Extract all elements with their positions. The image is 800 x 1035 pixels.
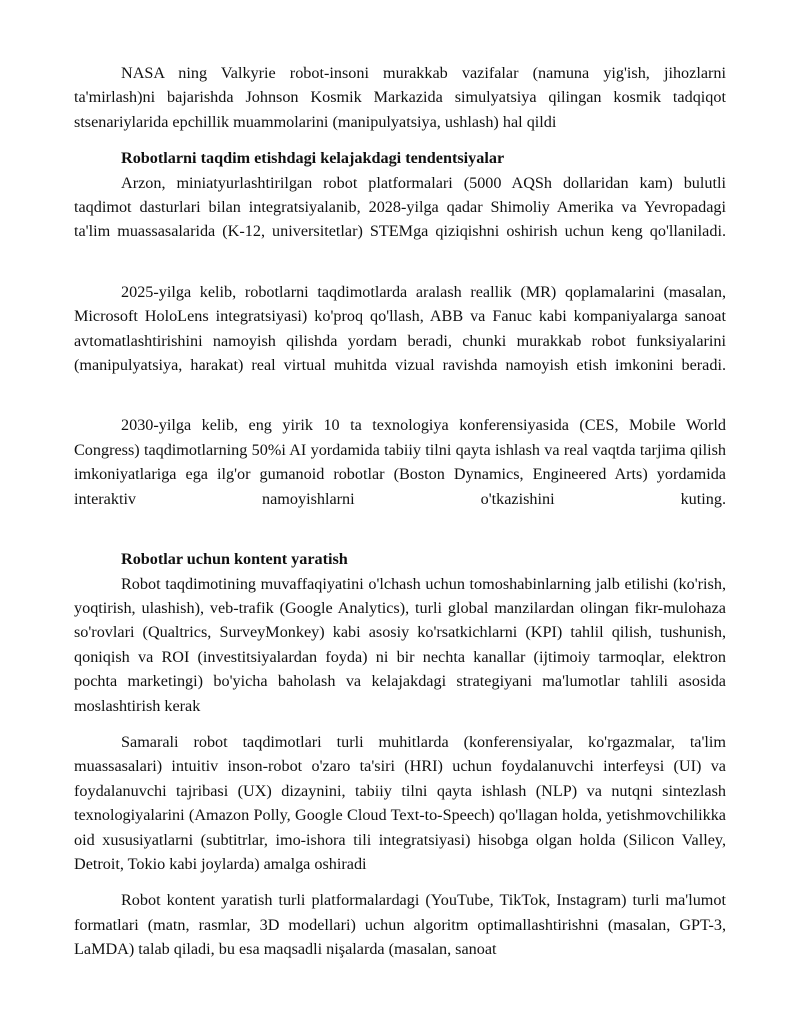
heading-future-trends: Robotlarni taqdim etishdagi kelajakdagi tendentsiyalar bbox=[121, 149, 505, 168]
paragraph-mixed-reality: 2025-yilga kelib, robotlarni taqdimotlarda aralash reallik (MR) qoplamalarini (masalan, Microsoft HoloLens integratsiyasi) ko'proq qo'llash, ABB va Fanuc kabi kompaniyalarga sanoat avtomatlashtirishini namoyish qilishda yordam beradi, chunki murakkab robot funksiyalarini (manipulyatsiya, harakat) real virtual muhitda vizual ravishda namoyish etish imkonini beradi. bbox=[74, 282, 726, 375]
paragraph-affordable-platforms: Arzon, miniatyurlashtirilgan robot platformalari (5000 AQSh dollaridan kam) bulutli taqdimot dasturlari bilan integratsiyalanib, 2028-yilga qadar Shimoliy Amerika va Yevropadagi ta'lim muassasalarida (K-12, universitetlar) STEMga qiziqishni oshirish uchun keng qo'llaniladi. bbox=[74, 173, 726, 241]
document-page bbox=[74, 61, 726, 962]
paragraph-kpi-measurement: Robot taqdimotining muvaffaqiyatini o'lchash uchun tomoshabinlarning jalb etilishi (ko'rish, yoqtirish, ulashish), veb-trafik (Google Analytics), turli global manzilardan olingan fikr-mulohaza so'rovlari (Qualtrics, SurveyMonkey) kabi asosiy ko'rsatkichlarni (KPI) tahlil qilish, tushunish, qoniqish va ROI (investitsiyalardan foyda) ni bir nechta kanallar (ijtimoiy tarmoqlar, elektron pochta marketingi) bo'yicha baholash va kelajakdagi strategiyani ma'lumotlar tahlili asosida moslashtirish kerak bbox=[74, 574, 726, 715]
paragraph-humanoid-robots: 2030-yilga kelib, eng yirik 10 ta texnologiya konferensiyasida (CES, Mobile World Congress) taqdimotlarning 50%i AI yordamida tabiiy tilni qayta ishlash va real vaqtda tarjima qilish imkoniyatlariga ega ilg'or gumanoid robotlar (Boston Dynamics, Engineered Arts) yordamida interaktiv namoyishlarni o'tkazishini kuting. bbox=[74, 416, 726, 508]
paragraph-effective-presentations: Samarali robot taqdimotlari turli muhitlarda (konferensiyalar, ko'rgazmalar, ta'lim muassasalari) intuitiv inson-robot o'zaro ta'siri (HRI) uchun foydalanuvchi interfeysi (UI) va foydalanuvchi tajribasi (UX) dizaynini, tabiiy tilni qayta ishlash (NLP) va nutqni sintezlash texnologiyalarini (Amazon Polly, Google Cloud Text-to-Speech) qo'llagan holda, yetishmovchilikka oid xususiyatlarni (subtitrlar, imo-ishora tili integratsiyasi) hisobga olgan holda (Silicon Valley, Detroit, Tokio kabi joylarda) amalga oshiradi bbox=[74, 732, 726, 873]
paragraph-valkyrie: NASA ning Valkyrie robot-insoni murakkab vazifalar (namuna yig'ish, jihozlarni ta'mirlash)ni bajarishda Johnson Kosmik Markazida simulyatsiya qilingan kosmik tadqiqot stsenariylarida epchillik muammolarini (manipulyatsiya, ushlash) hal qildi bbox=[74, 64, 726, 131]
paragraph-content-platforms: Robot kontent yaratish turli platformalardagi (YouTube, TikTok, Instagram) turli ma'lumot formatlari (matn, rasmlar, 3D modellari) uchun algoritm optimallashtirishni (masalan, GPT-3, LaMDA) talab qiladi, bu esa maqsadli nişalarda (masalan, sanoat bbox=[74, 891, 726, 959]
heading-content-creation: Robotlar uchun kontent yaratish bbox=[121, 550, 348, 569]
